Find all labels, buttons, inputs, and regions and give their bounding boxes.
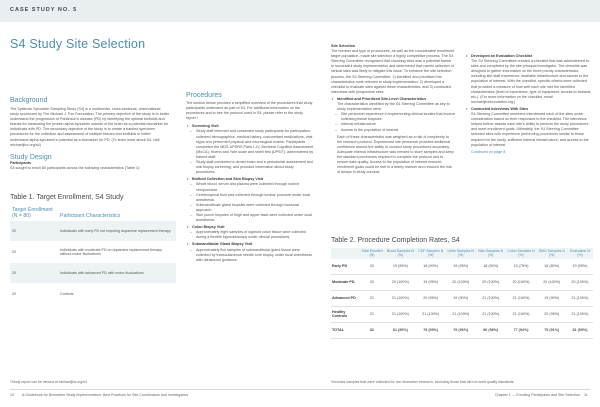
table2-header (331, 248, 359, 259)
footer-right-page-number: 11 (584, 393, 588, 397)
footer-divider (10, 389, 590, 390)
footer-left-page-number: 10 (10, 393, 14, 397)
table2-cell: 19 (95%) (567, 259, 593, 275)
table-row (10, 263, 176, 284)
table2-header: CSF Samples N (%) (416, 248, 446, 259)
table1-cell: Individuals with moderate PD on dopamine replacement therapy without motor fluctuations (58, 242, 176, 263)
table2-header: Colon Samples N (%) (507, 249, 535, 258)
site-selection-text: The number and type of procedures, as well as the considerable enrollment target population, made site selection a highly competitive process. The S4 Steering Committee recognized that choosing sites was a potential barrier to successful study implementation and determined that careful selection of clinical sites was likely to mitigate this issue. To enhance the site selection process, the S4 Steering Committee: 1) identified and prioritized the characteristics most relevant to study implementation; 2) developed a checklist to evaluate sites against these characteristics; and 3) conducted interviews with prospective sites. (331, 49, 455, 94)
table2-cell: 21 (100%) (505, 290, 536, 306)
table2-cell: 79 (96%) (445, 322, 476, 338)
table2-cell: 20 (100%) (445, 274, 476, 290)
right-column-b (465, 44, 593, 155)
table-row (10, 284, 176, 305)
table2-cell: 20 (95%) (537, 306, 567, 322)
left-column (10, 97, 170, 171)
identified-label: • Identified and Prioritized Site-Level Characteristics (331, 97, 455, 102)
page-title: S4 Study Site Selection (10, 37, 146, 51)
table2-header: Urine Samples N (%) (445, 248, 476, 259)
table2-cell: 21 (359, 290, 385, 306)
list-item: – Whole blood, serum and plasma were collected through routine venipuncture. (186, 182, 314, 192)
site-selection-label: Site Selection (331, 44, 356, 48)
table1-cell: 20 (10, 242, 58, 263)
list-item: – Approximately five samples of submandibular gland tissue were collected by transcutaneous needle core biopsy under local anesthesia with ultrasound guidance. (186, 248, 314, 263)
procedure-completion-table (331, 248, 593, 339)
left-footnote: *Study report can be viewed at michaeljfox.org/s4 (10, 380, 87, 384)
biofluid-visit-label: • Biofluid Collection and Skin Biopsy Visit (186, 177, 314, 182)
table2-header: Total Enrolled (N) (359, 248, 385, 259)
table2-header: SMG Samples N (%) (537, 248, 567, 259)
table2-cell: 18 (90%) (416, 259, 446, 275)
participants-text: S4 sought to enroll 80 participants across the following characteristics (Table 1): (10, 165, 141, 170)
table1-title: Table 1. Target Enrollment, S4 Study (10, 194, 124, 201)
checklist-text: The S4 Steering Committee created a checklist that was administered to sites and completed by the site principal investigator. The checklist was designed to gather information on the three priority characteristics, including site staff experience, available infrastructure and access to the population of interest. With the checklist, specific criteria were collected that provided a measure of how well each site met the identified characteristics (level of experience, type of equipment, access to biobank, etc.). (For more information on the checklist, email michaeljfoxfoundation.org.) (471, 59, 592, 104)
list-item: – Internal infrastructure (331, 122, 455, 127)
table2-cell: 15 (75%) (505, 259, 536, 275)
list-item: – Access to the population of interest (331, 128, 455, 133)
list-item: – Study staff conducted a dental exam and a periodontal assessment and oral biopsy screening, and provided information about study procedures. (186, 160, 314, 175)
table2-cell: 21 (100%) (385, 290, 416, 306)
table-row (331, 274, 593, 290)
table1-cell: 20 (10, 284, 58, 305)
table2-row-label: Moderate PD (331, 274, 359, 290)
table2-cell: 80 (98%) (476, 322, 505, 338)
identified-text: The characteristics identified by the S4 Steering Committee as key to study implementation were: (337, 102, 450, 112)
table2-cell: 21 (100%) (476, 306, 505, 322)
case-study-label: CASE STUDY NO. 5 (10, 7, 78, 13)
table2-cell: 19 (95%) (385, 259, 416, 275)
continued-link[interactable]: Continued on page 8 (471, 149, 506, 154)
procedures-heading: Procedures (186, 92, 222, 99)
background-heading: Background (10, 97, 48, 104)
table2-cell: 19 (95%) (416, 274, 446, 290)
list-item: – Skin punch biopsies of thigh and upper back were collected under local anesthesia. (186, 213, 314, 223)
table2-cell: 19 (90%) (537, 290, 567, 306)
table2-cell: 21 (100%) (416, 306, 446, 322)
table2-cell: 21 (100%) (567, 290, 593, 306)
identified-after-text: Each of these characteristics was weighted as a risk of complexity to the research protocol. Experienced site personnel provided additional confidence around the ability to conduct study procedures accurately. Adequate internal infrastructure was needed to store samples and keep the standard procedures required to complete the protocol and to ensure data quality. Access to the population of interest ensured enrollment goals could be met in a timely manner and reduced the risk of delays in study conduct. (337, 134, 454, 175)
table2-row-label: Advanced PD (331, 290, 359, 306)
table1-cell: Individuals with advanced PD with motor fluctuations (58, 263, 176, 284)
top-banner (0, 0, 600, 22)
table2-cell: 21 (100%) (567, 306, 593, 322)
table2-cell: 20 (359, 259, 385, 275)
table2-cell: 20 (100%) (567, 274, 593, 290)
table-row (10, 221, 176, 242)
middle-column (186, 92, 314, 263)
table2-cell: 20 (95%) (416, 290, 446, 306)
table1-header-characteristics: Participant Characteristics (60, 213, 121, 219)
table1-header-target: Target Enrollment (N = 80) (12, 207, 53, 219)
list-item: – Cerebrospinal fluid was collected through lumbar puncture under local anesthesia. (186, 193, 314, 203)
table2-cell: 77 (94%) (505, 322, 536, 338)
interviews-label: • Conducted Interviews With Sites (465, 107, 593, 112)
colon-visit-label: • Colon Biopsy Visit (186, 225, 314, 230)
table2-cell: 21 (100%) (445, 306, 476, 322)
table2-footnote: *Includes samples that were collected for non-biomarker research, excluding those that did not meet quality standards. (331, 380, 515, 384)
procedures-text: The section below provides a simplified overview of the procedures that study participants underwent as part of S4. For additional information on the procedures and to see the protocol used in S4, please refer to the study report.* (186, 101, 313, 121)
list-item: – Submandibular gland biopsies were collected through transoral approach. (186, 203, 314, 213)
study-design-heading: Study Design (10, 153, 52, 161)
target-enrollment-table (10, 206, 176, 304)
interviews-text: S4 Steering Committee members interviewed each of the sites under consideration based on their responses to the checklist. The interviews helped further assess each site's ability to perform the study procedures and meet enrollment goals. Ultimately, the S4 Steering Committee selected sites with experience performing procedures similar to those required for the study, sufficient internal infrastructure, and access to the population of interest. (471, 112, 589, 147)
table2-row-label: TOTAL (331, 322, 359, 338)
checklist-label: • Developed an Evaluation Checklist (465, 54, 593, 59)
table-row (331, 306, 593, 322)
table1-cell: 20 (10, 221, 58, 242)
table2-cell: 75 (91%) (537, 322, 567, 338)
submandibular-visit-label: • Submandibular Gland Biopsy Visit (186, 242, 314, 247)
screening-visit-label: • Screening Visit (186, 124, 314, 129)
footer-left-text: A Guidebook for Biomarker Study Implementation: Best Practices for Site Coordinators and Investigators (22, 393, 189, 397)
right-column-a (331, 44, 455, 175)
table2-title: Table 2. Procedure Completion Rates, S4 (331, 237, 460, 244)
table2-header: Skin Samples N (%) (476, 248, 505, 259)
list-item: – Site personnel experience in implementing clinical studies that involve collecting tissue biopsies (331, 112, 455, 122)
table2-cell: 21 (100%) (505, 306, 536, 322)
table2-header: Evaluation N (%) (567, 248, 593, 259)
table2-cell: 78 (95%) (416, 322, 446, 338)
table2-cell: 18 (90%) (476, 259, 505, 275)
table-row-total (331, 322, 593, 338)
table2-cell: 81 (99%) (385, 322, 416, 338)
table2-header: Blood Samples N (%) (386, 249, 414, 258)
table2-cell: 21 (100%) (476, 290, 505, 306)
table2-cell: 82 (359, 322, 385, 338)
table2-row-label: Early PD (331, 259, 359, 275)
table2-cell: 20 (100%) (537, 274, 567, 290)
table2-cell: 81 (99%) (567, 322, 593, 338)
list-item: – Study staff informed and consented study participants for participation, collected demographics, medical history, concomitant medications, vital signs and performed physical and neurological exams. Participants completed the MDS-UPDRS Parts I–IV, Montreal Cognitive Assessment (MoCA), Hoehn and Yahr scale and smell test (UPSIT), administered by trained staff. (186, 129, 314, 160)
table2-cell: 20 (100%) (505, 274, 536, 290)
table1-cell: 20 (10, 263, 58, 284)
footer-right-text: Chapter 1 — Enrolling Participants and Site Selection (494, 393, 580, 397)
table-row (10, 242, 176, 263)
table2-cell: 16 (80%) (537, 259, 567, 275)
participants-label: Participants (10, 160, 32, 165)
table1-cell: Individuals with early PD not requiring dopamine replacement therapy (58, 221, 176, 242)
background-text: The Systemic Synuclein Sampling Study (S4) is a multicenter, cross-sectional, observational study sponsored by The Michael J. Fox Foundation. The primary objective of the study is to better understand the progression of Parkinson's disease (PD) by identifying the optimal biofluids and tissues for measuring the protein alpha-synuclein outside of the brain as a potential biomarker for individuals with PD. The secondary objective of the study is to create a banked specimen procedures for the collection and assessment of multiple tissues and biofluids to better understand alpha-synuclein's potential as a biomarker for PD. (To learn more about S4, visit michaeljfox.org/s4) (10, 107, 170, 147)
table2-row-label: Healthy Controls (331, 306, 359, 322)
table2-cell: 21 (359, 306, 385, 322)
table-row (331, 259, 593, 275)
table2-cell: 20 (100%) (385, 274, 416, 290)
table1-cell: Controls (58, 284, 176, 305)
table2-cell: 19 (90%) (445, 290, 476, 306)
table2-cell: 20 (359, 274, 385, 290)
table2-cell: 20 (100%) (476, 274, 505, 290)
table2-cell: 21 (100%) (385, 306, 416, 322)
table2-cell: 19 (95%) (445, 259, 476, 275)
table-row (331, 290, 593, 306)
list-item: – Approximately eight samples of sigmoid colon tissue were collected during a flexible sigmoidoscopy under clinical procedures. (186, 230, 314, 240)
